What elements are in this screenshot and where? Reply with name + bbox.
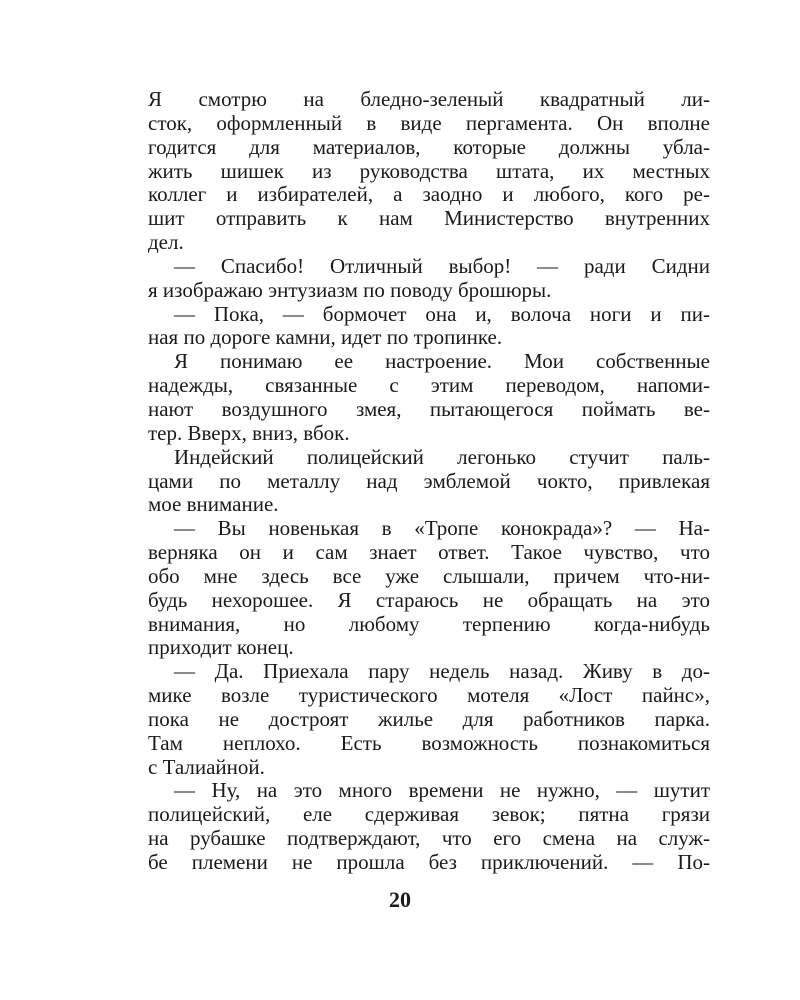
- text-line: жить шишек из руководства штата, их местных: [148, 159, 710, 183]
- text-line: мое внимание.: [148, 493, 279, 517]
- text-line: коллег и избирателей, а заодно и любого, кого ре-: [148, 183, 710, 207]
- body-text: [148, 88, 710, 875]
- text-line: — Спасибо! Отличный выбор! — ради Сидни: [174, 254, 710, 278]
- text-line: приходит конец.: [148, 636, 294, 660]
- text-line: ная по дороге камни, идет по тропинке.: [148, 326, 503, 350]
- text-line: — Пока, — бормочет она и, волоча ноги и пи-: [174, 302, 710, 326]
- text-line: с Талиайной.: [148, 755, 265, 779]
- text-line: годится для материалов, которые должны ублa-: [148, 135, 710, 159]
- page-number: 20: [389, 887, 411, 912]
- text-line: внимания, но любому терпению когда-нибудь: [148, 612, 710, 636]
- text-line: будь нехорошее. Я стараюсь не обращать на это: [148, 588, 710, 612]
- text-line: надежды, связанные с этим переводом, напоми-: [148, 374, 710, 398]
- text-line: Я смотрю на бледно-зеленый квадратный ли-: [148, 88, 710, 111]
- text-line: на рубашке подтверждают, что его смена на служ-: [148, 827, 710, 851]
- text-line: Я понимаю ее настроение. Мои собственные: [174, 350, 710, 374]
- text-line: полицейский, еле сдерживая зевок; пятна грязи: [148, 803, 710, 827]
- text-line: пока не достроят жилье для работников парка.: [148, 707, 710, 731]
- text-line: дел.: [148, 231, 184, 255]
- text-line: Там неплохо. Есть возможность познакомиться: [148, 731, 710, 755]
- text-line: верняка он и сам знает ответ. Такое чувство, что: [148, 541, 710, 565]
- text-line: — Да. Приехала пару недель назад. Живу в до-: [174, 660, 710, 684]
- text-line: шит отправить к нам Министерство внутренних: [148, 207, 710, 231]
- text-line: цами по металлу над эмблемой чокто, привлекая: [148, 469, 710, 493]
- text-line: сток, оформленный в виде пергамента. Он вполне: [148, 111, 710, 135]
- text-line: нают воздушного змея, пытающегося поймать ве-: [148, 397, 710, 421]
- text-line: тер. Вверх, вниз, вбок.: [148, 421, 350, 445]
- text-line: Индейский полицейский легонько стучит паль-: [174, 445, 710, 469]
- text-line: бе племени не прошла без приключений. — По-: [148, 851, 710, 874]
- text-line: я изображаю энтузиазм по поводу брошюры.: [148, 278, 552, 302]
- text-line: — Ну, на это много времени не нужно, — шутит: [174, 779, 710, 803]
- text-line: обо мне здесь все уже слышали, причем что-ни-: [148, 564, 710, 588]
- text-line: — Вы новенькая в «Тропе конокрада»? — На-: [174, 517, 710, 541]
- text-line: мике возле туристического мотеля «Лост пайнс»,: [148, 684, 710, 708]
